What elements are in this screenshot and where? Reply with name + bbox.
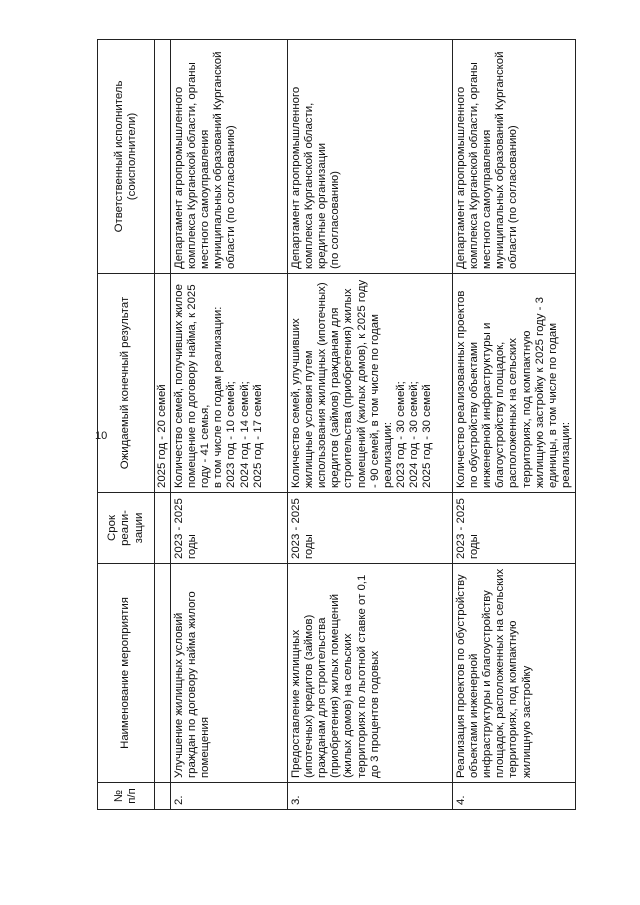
- table-header-row: [98, 40, 155, 810]
- continuation-row: [155, 40, 171, 810]
- row-name: Предоставление жилищных (ипотечных) кредитов (займов) гражданам для строительства (приобретения) жилых помещений (жилых домов) на сельских территориях по льготной ставке от 0,1 до 3 процентов годовых: [288, 564, 453, 783]
- row-executor: Департамент агропромышленного комплекса Курганской области, кредитные организации (по согласованию): [288, 40, 453, 274]
- row-term: 2023 - 2025 годы: [171, 493, 288, 564]
- header-name: Наименование мероприятия: [98, 564, 155, 783]
- header-executor: Ответственный исполнитель (соисполнители): [98, 40, 155, 274]
- row-name: Улучшение жилищных условий граждан по договору найма жилого помещения: [171, 564, 288, 783]
- row-name: Реализация проектов по обустройству объектами инженерной инфраструктуры и благоустройству площадок, расположенных на сельских территориях, под компактную жилищную застройку: [453, 564, 576, 783]
- header-term: Срок реали-зации: [98, 493, 155, 564]
- table-row: [288, 40, 453, 810]
- cell-empty: [155, 564, 171, 783]
- row-executor: Департамент агропромышленного комплекса Курганской области, органы местного самоуправления муниципальных образований Курганской области (по согласованию): [171, 40, 288, 274]
- row-term: 2023 - 2025 годы: [288, 493, 453, 564]
- row-result: Количество семей, получивших жилое помещение по договору найма, к 2025 году - 41 семья, в том числе по годам реализации: 2023 год - 10 семей; 2024 год - 14 семей; 2025 год - 17 семей: [171, 274, 288, 493]
- row-result: Количество реализованных проектов по обустройству объектами инженерной инфраструктуры и благоустройству площадок, расположенных на сельских территориях, под компактную жилищную застройку к 2025 году - 3 единицы, в том числе по годам реализации:: [453, 274, 576, 493]
- row-num: 4.: [453, 783, 576, 810]
- row-executor: Департамент агропромышленного комплекса Курганской области, органы местного самоуправления муниципальных образований Курганской области (по согласованию): [453, 40, 576, 274]
- page-number: 10: [95, 430, 108, 442]
- header-result: Ожидаемый конечный результат: [98, 274, 155, 493]
- cell-empty: [155, 783, 171, 810]
- row-result: Количество семей, улучшивших жилищные условия путем использования жилищных (ипотечных) кредитов (займов) гражданам для строительства (приобретения) жилых помещений (жилых домов), к 2025 году - 90 семей, в том числе по годам реализации: 2023 год - 30 семей; 2024 год - 30 семей; 2025 год - 30 семей: [288, 274, 453, 493]
- table-row: [453, 40, 576, 810]
- row-term: 2023 - 2025 годы: [453, 493, 576, 564]
- cell-empty: [155, 493, 171, 564]
- row-num: 2.: [171, 783, 288, 810]
- header-num: № п/п: [98, 783, 155, 810]
- cell-empty: [155, 40, 171, 274]
- measures-table: [97, 39, 576, 810]
- table-row: [171, 40, 288, 810]
- row-num: 3.: [288, 783, 453, 810]
- continuation-result: 2025 год - 20 семей: [155, 274, 171, 493]
